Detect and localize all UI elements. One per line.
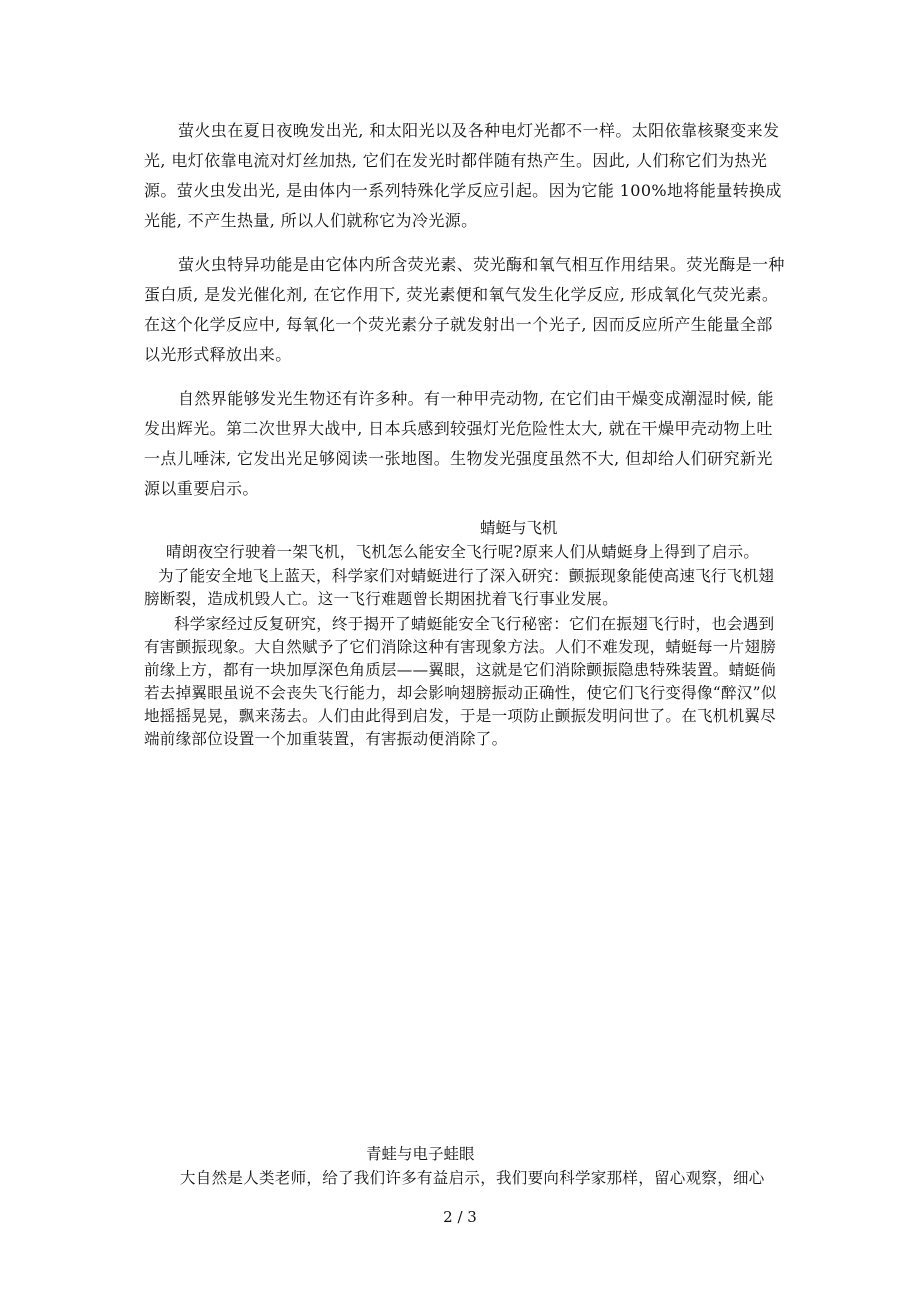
paragraph-dragonfly-flutter: 为了能安全地飞上蓝天，科学家们对蜻蜓进行了深入研究：颤振现象能使高速飞行飞机翅膀断裂，造成机毁人亡。这一飞行难题曾长期困扰着飞行事业发展。	[144, 567, 775, 608]
paragraph-firefly-cold-light: 萤火虫在夏日夜晚发出光, 和太阳光以及各种电灯光都不一样。太阳依靠核聚变来发光, 电灯依靠电流对灯丝加热, 它们在发光时都伴随有热产生。因此, 人们称它们为热光源。萤火虫发出光, 是由体内一系列特殊化学反应引起。因为它能 100%地将能量转换成光能, 不产生热量, 所以人们就称它为冷光源。	[144, 121, 782, 230]
page-number: 2 / 3	[443, 1208, 477, 1226]
paragraph-dragonfly-research: 科学家经过反复研究，终于揭开了蜻蜓能安全飞行秘密：它们在振翅飞行时，也会遇到有害颤振现象。大自然赋予了它们消除这种有害现象方法。人们不难发现，蜻蜓每一片翅膀前缘上方，都有一块加厚深色角质层——翼眼，这就是它们消除颤振隐患特殊装置。蜻蜓倘若去掉翼眼虽说不会丧失飞行能力，却会影响翅膀振动正确性，使它们飞行变得像“醉汉”似地摇摇晃晃，飘来荡去。人们由此得到启发，于是一项防止颤振发明问世了。在飞机机翼尽端前缘部位设置一个加重装置，有害振动便消除了。	[144, 615, 777, 748]
paragraph-dragonfly-intro: 晴朗夜空行驶着一架飞机，飞机怎么能安全飞行呢?原来人们从蜻蜓身上得到了启示。	[166, 543, 760, 561]
section-title-frog: 青蛙与电子蛙眼	[366, 1145, 475, 1163]
paragraph-firefly-luciferin: 萤火虫特异功能是由它体内所含荧光素、荧光酶和氧气相互作用结果。荧光酶是一种蛋白质, 是发光催化剂, 在它作用下, 荧光素便和氧气发生化学反应, 形成氧化气荧光素。在这个化学反应中, 每氧化一个荧光素分子就发射出一个光子, 因而反应所产生能量全部以光形式释放出来。	[144, 255, 785, 364]
section-title-dragonfly: 蜻蜓与飞机	[480, 519, 558, 537]
paragraph-frog-intro: 大自然是人类老师，给了我们许多有益启示，我们要向科学家那样，留心观察，细心	[180, 1169, 765, 1187]
paragraph-luminous-organisms: 自然界能够发光生物还有许多种。有一种甲壳动物, 在它们由干燥变成潮湿时候, 能发出辉光。第二次世界大战中, 日本兵感到较强灯光危险性太大, 就在干燥甲壳动物上吐一点儿唾沫, 它发出光足够阅读一张地图。生物发光强度虽然不大, 但却给人们研究新光源以重要启示。	[144, 389, 774, 498]
